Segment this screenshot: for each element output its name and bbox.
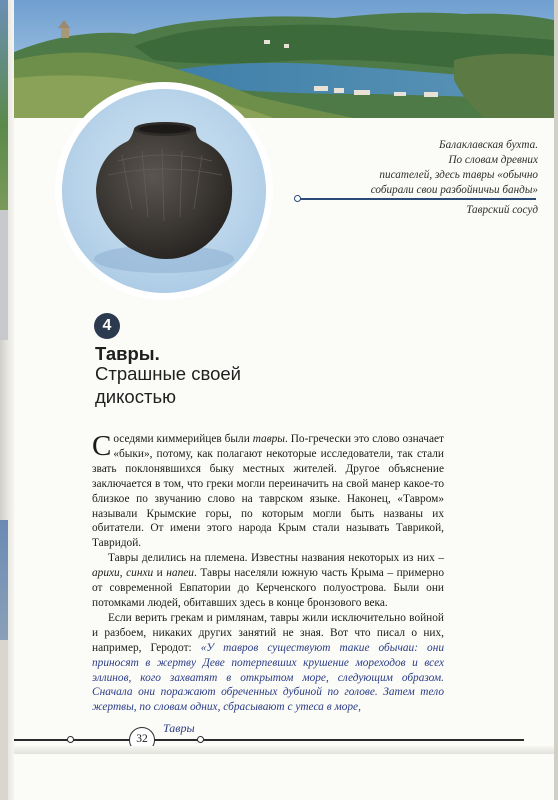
subtitle-line: Страшные своей (95, 363, 241, 384)
footer-rule-dot (67, 736, 74, 743)
gutter-image-edge (0, 0, 8, 210)
balaklava-bay-photo (14, 0, 554, 118)
term: напеи (166, 567, 194, 580)
caption-line: писателей, здесь тавры «обычно (379, 169, 538, 181)
caption-line: По словам древних (448, 154, 538, 166)
taurian-vessel-photo (62, 89, 266, 293)
subtitle-line: дикостью (95, 386, 176, 407)
paragraph (92, 611, 444, 715)
text-run: Тавры делились на племена. Известны названия некоторых из них – (108, 552, 444, 565)
text-run: и (153, 567, 167, 580)
text-run: , (119, 567, 127, 580)
page-number: 32 (129, 727, 155, 753)
footer-rule-dot (197, 736, 204, 743)
footer-rule (14, 739, 524, 741)
caption-line: собирали свои разбойничьи банды» (370, 184, 538, 196)
text-run: Если верить грекам и римлянам, тавры жили исключительно войной и разбоем, никаких других занятий не зная. Вот что писал о них, например, Геродот: (92, 611, 444, 654)
text-run: оседями киммерийцев были (113, 433, 253, 445)
term: синхи (126, 567, 154, 580)
text-run: . Тавры населяли южную часть Крыма – примерно от современной Евпатории до Керченского полуострова. Были они потомками людей, обитавших здесь в конце бронзового века. (92, 567, 445, 609)
term: тавры (252, 433, 285, 445)
page-gutter (0, 0, 14, 800)
paragraph (92, 551, 444, 611)
gutter-edge (0, 210, 8, 340)
herodotus-quote: «У тавров существуют такие обычаи: они приносят в жертву Деве потерпевших крушение мореходов и всех эллинов, кого захватят в открытом море, следующим образом. Сначала они поражают обреченных дубиной по голове. Затем тело жертвы, по словам одних, сбрасывают с утеса в море, (92, 641, 444, 714)
caption-rule (300, 198, 536, 200)
vessel-caption: Таврский сосуд (466, 204, 538, 216)
paragraph (92, 432, 444, 551)
running-title: Тавры (163, 721, 195, 735)
page-edge (554, 0, 558, 800)
page-bottom-edge (14, 746, 554, 754)
caption-line: Балаклавская бухта. (439, 139, 538, 151)
term: арихи (92, 567, 120, 580)
gutter-edge (0, 640, 8, 800)
photo-caption (318, 138, 538, 198)
drop-cap: С (92, 430, 112, 462)
chapter-title: Тавры. (95, 343, 160, 364)
chapter-number-badge: 4 (94, 313, 120, 339)
gutter-image-edge (0, 520, 8, 640)
text-run: . По-гречески это слово означает «быки», потому, как полагают некоторые исследователи, так стали звать поклонявшихся быку местных жителей. Другое объяснение заключается в том, что греки могли переиначить на свой манер какое-то близкое по звучанию слово на таврском языке. Наконец, «Тавром» называли Крымские горы, по которым могли быть названы их обитатели. От имени этого народа Крым стали называть Таврикой, Тавридой. (92, 433, 444, 550)
chapter-subtitle (95, 362, 295, 408)
body-text (92, 432, 444, 715)
